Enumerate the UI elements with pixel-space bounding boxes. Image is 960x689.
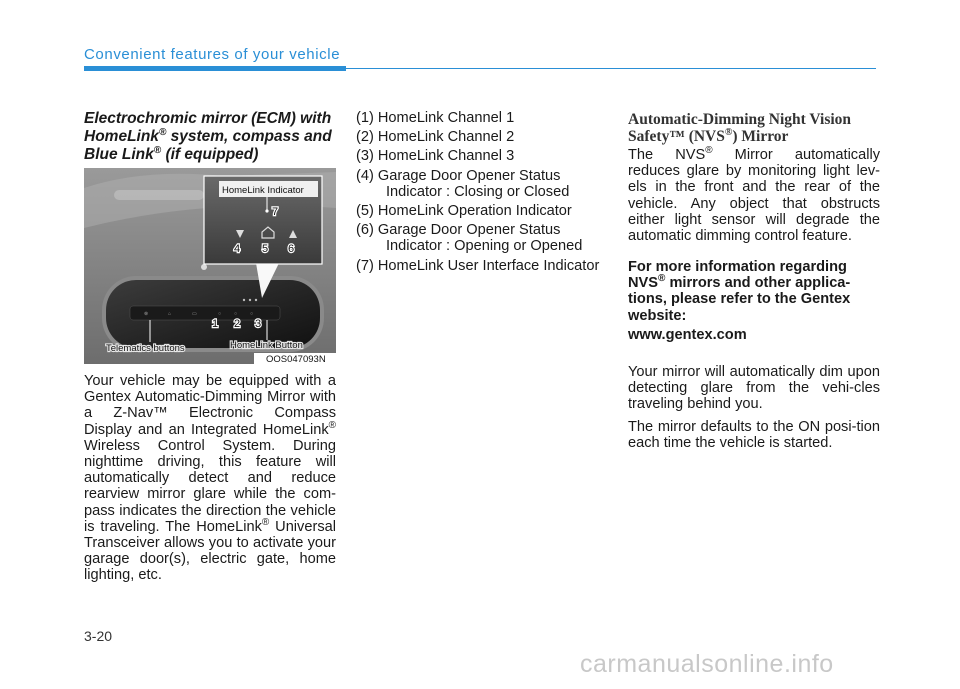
svg-text:○: ○ xyxy=(234,311,238,317)
list-item: (7) HomeLink User Interface Indicator xyxy=(356,257,600,274)
nvs-paragraph-2: Your mirror will automatically dim upon detecting glare from the vehi-cles traveling behind you. xyxy=(628,364,880,413)
callout-1: 1 xyxy=(212,318,219,330)
svg-text:○: ○ xyxy=(218,311,222,317)
section-title: Convenient features of your vehicle xyxy=(84,46,341,63)
list-item: (6) Garage Door Opener Status Indicator : Opening or Opened xyxy=(356,222,583,255)
header-rule xyxy=(346,68,876,69)
nvs-paragraph-1: The NVS® Mirror automatically reduces glare by monitoring light lev-els in the front and the rear of the vehicle. Any object that obstructs either light sensor will degrade the automatic dimming control feature. xyxy=(628,145,881,245)
page-number: 3-20 xyxy=(84,628,113,644)
gentex-url: www.gentex.com xyxy=(628,327,747,343)
figure-code: OOS047093N xyxy=(266,354,326,364)
legend-list xyxy=(356,110,606,277)
ecm-heading: Electrochromic mirror (ECM) with HomeLink® system, compass and Blue Link® (if equipped) xyxy=(84,110,332,163)
callout-4: 4 xyxy=(234,243,241,255)
callout-5: 5 xyxy=(262,243,269,255)
ecm-description: Your vehicle may be equipped with a Gentex Automatic-Dimming Mirror with a Z-Nav™ Electronic Compass Display and an Integrated HomeLink® Wireless Control System. During nighttime driving, this feature will automatically detect and reduce rearview mirror glare while the com-pass indicates the direction the vehicle is traveling. The HomeLink® Universal Transceiver allows you to activate your garage door(s), electric gate, home lighting, etc. xyxy=(84,373,336,584)
homelink-indicator-label: HomeLink Indicator xyxy=(222,185,304,196)
callout-6: 6 xyxy=(288,243,295,255)
homelink-button-label: HomeLink Button xyxy=(230,340,303,351)
telematics-buttons-label: Telematics buttons xyxy=(106,343,185,354)
callout-2: 2 xyxy=(234,318,241,330)
callout-3: 3 xyxy=(255,318,262,330)
callout-7: 7 xyxy=(272,206,279,218)
nvs-paragraph-3: The mirror defaults to the ON posi-tion each time the vehicle is started. xyxy=(628,419,880,452)
svg-text:⌂: ⌂ xyxy=(168,311,172,317)
mirror-illustration xyxy=(84,168,336,364)
list-item: (4) Garage Door Opener Status Indicator : Closing or Closed xyxy=(356,167,570,200)
list-item: (3) HomeLink Channel 3 xyxy=(356,148,515,165)
list-item: (1) HomeLink Channel 1 xyxy=(356,110,515,126)
list-item: (2) HomeLink Channel 2 xyxy=(356,129,515,146)
nvs-info-note: For more information regarding NVS® mirrors and other applica-tions, please refer to the Gentex website: xyxy=(628,259,851,324)
svg-text:⊗: ⊗ xyxy=(144,311,149,317)
watermark: carmanualsonline.info xyxy=(580,650,834,678)
nvs-heading: Automatic-Dimming Night Vision Safety™ (NVS®) Mirror xyxy=(628,111,852,145)
svg-text:▭: ▭ xyxy=(192,311,197,317)
svg-text:○: ○ xyxy=(250,311,254,317)
list-item: (5) HomeLink Operation Indicator xyxy=(356,203,572,220)
header-accent-bar xyxy=(84,66,346,71)
